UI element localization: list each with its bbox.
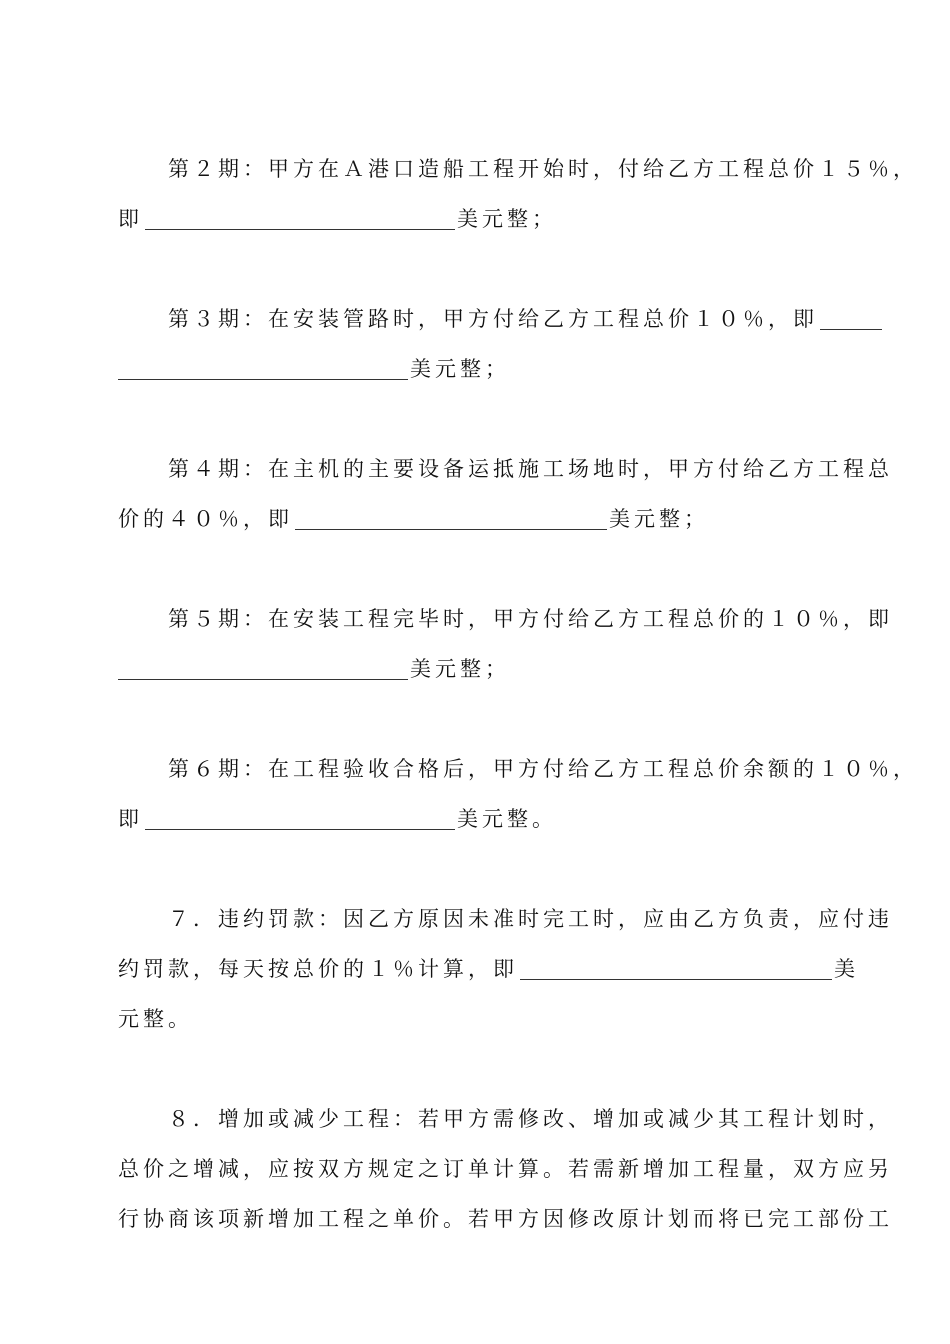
fill-in-blank[interactable] bbox=[118, 357, 408, 380]
fill-in-blank[interactable] bbox=[820, 307, 882, 330]
fill-in-blank[interactable] bbox=[145, 207, 455, 230]
paragraph-line: ８．增加或减少工程：若甲方需修改、增加或减少其工程计划时， bbox=[168, 1107, 893, 1131]
paragraph-line: 行协商该项新增加工程之单价。若甲方因修改原计划而将已完工部份工 bbox=[118, 1207, 893, 1231]
paragraph-line: ７．违约罚款：因乙方原因未准时完工时，应由乙方负责，应付违 bbox=[168, 907, 893, 931]
inline-text: 即 bbox=[118, 207, 143, 231]
paragraph-line bbox=[118, 204, 557, 234]
paragraph-line: 总价之增减，应按双方规定之订单计算。若需新增加工程量，双方应另 bbox=[118, 1157, 893, 1181]
paragraph-line bbox=[118, 804, 557, 834]
paragraph-line bbox=[168, 304, 884, 334]
paragraph-line: 第５期：在安装工程完毕时，甲方付给乙方工程总价的１０％，即 bbox=[168, 607, 893, 631]
fill-in-blank[interactable] bbox=[118, 657, 408, 680]
paragraph-line: 第２期：甲方在Ａ港口造船工程开始时，付给乙方工程总价１５％， bbox=[168, 157, 918, 181]
inline-text: 美元整； bbox=[410, 357, 510, 381]
inline-text: 第３期：在安装管路时，甲方付给乙方工程总价１０％，即 bbox=[168, 307, 818, 331]
paragraph-line bbox=[118, 954, 859, 984]
paragraph-line: 第４期：在主机的主要设备运抵施工场地时，甲方付给乙方工程总 bbox=[168, 457, 893, 481]
paragraph-line bbox=[118, 354, 510, 384]
inline-text: 价的４０％，即 bbox=[118, 507, 293, 531]
inline-text: 美 bbox=[834, 957, 859, 981]
fill-in-blank[interactable] bbox=[295, 507, 607, 530]
inline-text: 美元整； bbox=[457, 207, 557, 231]
fill-in-blank[interactable] bbox=[145, 807, 455, 830]
paragraph-line bbox=[118, 504, 709, 534]
inline-text: 即 bbox=[118, 807, 143, 831]
inline-text: 美元整； bbox=[609, 507, 709, 531]
inline-text: 美元整。 bbox=[457, 807, 557, 831]
inline-text: 约罚款，每天按总价的１％计算，即 bbox=[118, 957, 518, 981]
inline-text: 美元整； bbox=[410, 657, 510, 681]
paragraph-line: 元整。 bbox=[118, 1007, 193, 1031]
paragraph-line bbox=[118, 654, 510, 684]
fill-in-blank[interactable] bbox=[520, 957, 832, 980]
paragraph-line: 第６期：在工程验收合格后，甲方付给乙方工程总价余额的１０％， bbox=[168, 757, 918, 781]
